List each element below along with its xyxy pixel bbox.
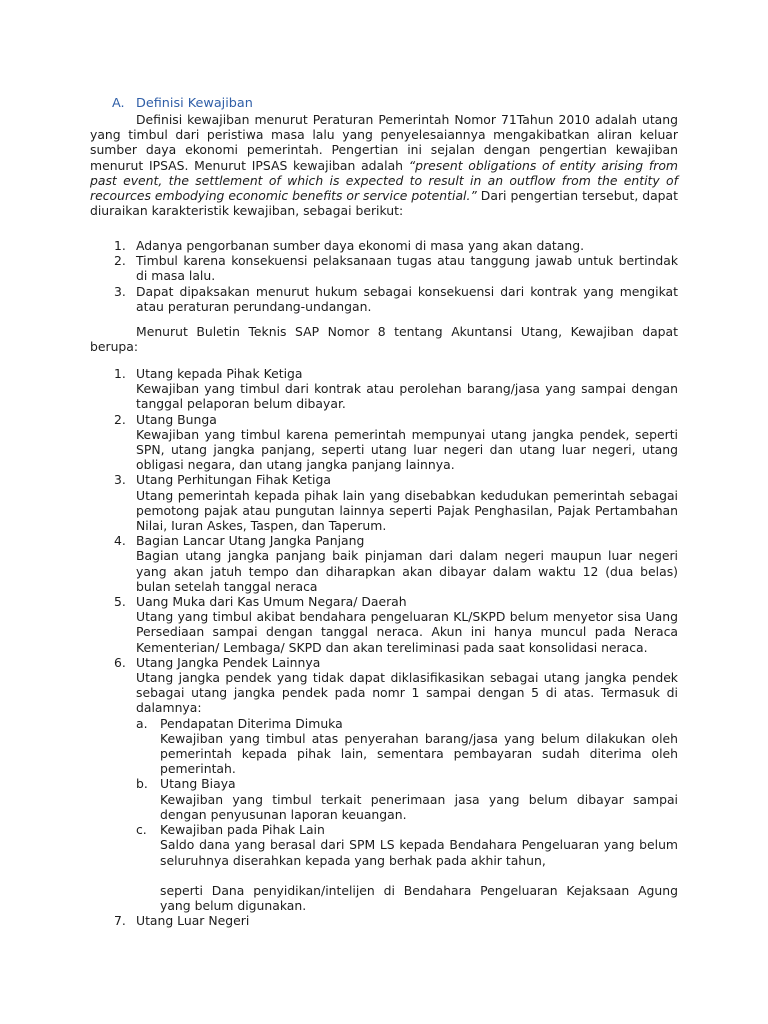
intro-paragraph	[90, 112, 678, 218]
sub-list-item	[136, 776, 678, 822]
list-item	[90, 238, 678, 253]
item-description: Utang yang timbul akibat bendahara pengeluaran KL/SKPD belum menyetor sisa Uang Persediaan sampai dengan tanggal neraca. Akun ini hanya muncul pada Neraca Kementerian/ Lembaga/ SKPD dan akan tereliminasi pada saat konsolidasi neraca.	[136, 609, 678, 655]
item-number: 2.	[114, 253, 126, 269]
sub-item-title: Kewajiban pada Pihak Lain	[160, 822, 325, 838]
sub-item-description: Kewajiban yang timbul terkait penerimaan jasa yang belum dibayar sampai dengan penyusunan laporan keuangan.	[160, 791, 678, 822]
ipsas-quote: “present obligations of entity arising from past event, the settlement of which is expected to result in an outflow from the entity of recources embodying economic benefits or service potential.”	[90, 157, 678, 204]
section-title: Definisi Kewajiban	[136, 96, 253, 111]
item-description: Kewajiban yang timbul dari kontrak atau perolehan barang/jasa yang sampai dengan tanggal pelaporan belum dibayar.	[136, 381, 678, 412]
item-title: Uang Muka dari Kas Umum Negara/ Daerah	[136, 594, 407, 610]
item-description: Bagian utang jangka panjang baik pinjaman dari dalam negeri maupun luar negeri yang akan jatuh tempo dan diharapkan akan dibayar dalam waktu 12 (dua belas) bulan setelah tanggal neraca	[136, 548, 678, 594]
sub-item-letter: b.	[136, 776, 148, 792]
item-title: Bagian Lancar Utang Jangka Panjang	[136, 533, 365, 549]
item-title: Utang Luar Negeri	[136, 913, 250, 929]
item-title: Utang Perhitungan Fihak Ketiga	[136, 472, 331, 488]
item-number: 3.	[114, 283, 126, 299]
intro-text-part1: Definisi kewajiban menurut Peraturan Pemerintah Nomor 71Tahun 2010 adalah utang yang timbul dari peristiwa masa lalu yang penyelesaiannya mengakibatkan aliran keluar sumber daya ekonomi pemerintah. Pengertian ini sejalan dengan pengertian kewajiban menurut IPSAS. Menurut IPSAS kewajiban adalah	[90, 112, 678, 173]
list-item	[90, 533, 678, 594]
characteristics-list	[90, 238, 678, 314]
sub-item-title: Utang Biaya	[160, 776, 236, 792]
section-heading	[112, 96, 253, 111]
sub-list-item	[136, 716, 678, 777]
sub-item-description: Saldo dana yang berasal dari SPM LS kepada Bendahara Pengeluaran yang belum seluruhnya diserahkan kepada yang berhak pada akhir tahun,	[160, 837, 678, 868]
intro-text-part2: Dari pengertian tersebut, dapat diuraikan karakteristik kewajiban, sebagai berikut:	[90, 188, 678, 219]
list-item	[90, 412, 678, 473]
item-number: 2.	[114, 411, 126, 427]
item-text: Dapat dipaksakan menurut hukum sebagai konsekuensi dari kontrak yang mengikat atau peraturan perundang-undangan.	[136, 283, 678, 314]
item-number: 5.	[114, 594, 126, 610]
item-text: Adanya pengorbanan sumber daya ekonomi di masa yang akan datang.	[136, 238, 585, 253]
list-item	[90, 594, 678, 655]
paragraph-gap	[160, 868, 678, 883]
liability-types-list	[90, 366, 678, 928]
sub-item-letter: a.	[136, 715, 148, 731]
item-number: 3.	[114, 472, 126, 488]
list-item	[90, 472, 678, 533]
item-number: 6.	[114, 654, 126, 670]
sub-item-title: Pendapatan Diterima Dimuka	[160, 715, 343, 731]
section-letter: A.	[112, 96, 125, 111]
item-number: 1.	[114, 238, 126, 253]
sub-item-description: Kewajiban yang timbul atas penyerahan barang/jasa yang belum dilakukan oleh pemerintah kepada pihak lain, sementara pembayaran sudah diterima oleh pemerintah.	[160, 730, 678, 777]
item-title: Utang Jangka Pendek Lainnya	[136, 654, 321, 670]
list-item	[90, 366, 678, 412]
item-description: Utang jangka pendek yang tidak dapat diklasifikasikan sebagai utang jangka pendek sebagai utang jangka pendek pada nomr 1 sampai dengan 5 di atas. Termasuk di dalamnya:	[136, 670, 678, 716]
list-item	[90, 913, 678, 928]
list-item	[90, 284, 678, 314]
sub-list-item	[136, 822, 678, 913]
sub-item-letter: c.	[136, 822, 147, 838]
list-item	[90, 655, 678, 913]
sub-item-description-continued: seperti Dana penyidikan/intelijen di Bendahara Pengeluaran Kejaksaan Agung yang belum digunakan.	[160, 882, 678, 913]
item-title: Utang Bunga	[136, 411, 217, 427]
bulletin-intro-paragraph: Menurut Buletin Teknis SAP Nomor 8 tentang Akuntansi Utang, Kewajiban dapat berupa:	[90, 324, 678, 355]
item-number: 4.	[114, 533, 126, 549]
list-item	[90, 253, 678, 283]
item-number: 7.	[114, 913, 126, 929]
item-description: Kewajiban yang timbul karena pemerintah mempunyai utang jangka pendek, seperti SPN, utang jangka panjang, seperti utang luar negeri dan utang luar negeri, utang obligasi negara, dan utang jangka panjang lainnya.	[136, 426, 678, 473]
item-number: 1.	[114, 366, 126, 381]
item-text: Timbul karena konsekuensi pelaksanaan tugas atau tanggung jawab untuk bertindak di masa lalu.	[136, 253, 678, 284]
item-title: Utang kepada Pihak Ketiga	[136, 366, 303, 381]
item-description: Utang pemerintah kepada pihak lain yang disebabkan kedudukan pemerintah sebagai pemotong pajak atau pungutan lainnya seperti Pajak Penghasilan, Pajak Pertambahan Nilai, Iuran Askes, Taspen, dan Taperum.	[136, 487, 678, 534]
